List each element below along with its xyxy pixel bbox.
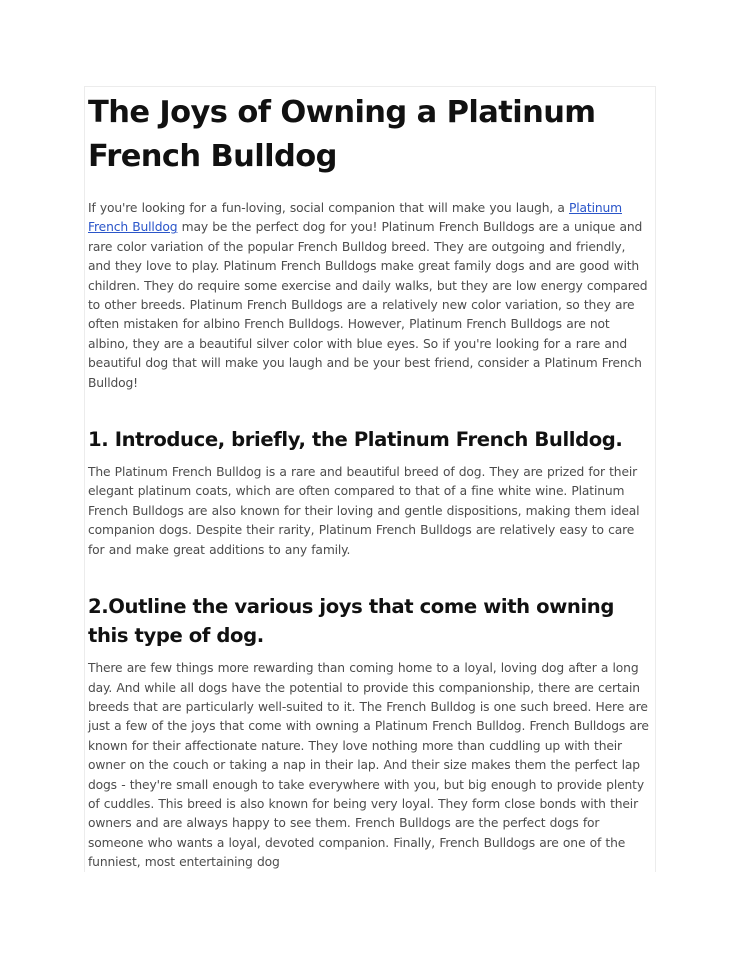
intro-paragraph [88,199,649,393]
section-heading-2: 2.Outline the various joys that come with owning this type of dog. [88,595,614,648]
intro-text-rest: may be the perfect dog for you! Platinum French Bulldogs are a unique and rare color variation of the popular French Bulldog breed. They are outgoing and friendly, and they love to play. Platinum French Bulldogs make great family dogs and are good with children. They do require some exercise and daily walks, but they are low energy compared to other breeds. Platinum French Bulldogs are a relatively new color variation, so they are often mistaken for albino French Bulldogs. However, Platinum French Bulldogs are not albino, they are a beautiful silver color with blue eyes. So if you're looking for a rare and beautiful dog that will make you laugh and be your best friend, consider a Platinum French Bulldog! [88,220,648,390]
section-paragraph-2: There are few things more rewarding than coming home to a loyal, loving dog after a long day. And while all dogs have the potential to provide this companionship, there are certain breeds that are particularly well-suited to it. The French Bulldog is one such breed. Here are just a few of the joys that come with owning a Platinum French Bulldog. French Bulldogs are known for their affectionate nature. They love nothing more than cuddling up with their owner on the couch or taking a nap in their lap. And their size makes them the perfect lap dogs - they're small enough to take everywhere with you, but big enough to provide plenty of cuddles. This breed is also known for being very loyal. They form close bonds with their owners and are always happy to see them. French Bulldogs are the perfect dogs for someone who wants a loyal, devoted companion. Finally, French Bulldogs are one of the funniest, most entertaining dog [88,661,649,870]
section-paragraph-1: The Platinum French Bulldog is a rare and beautiful breed of dog. They are prized for their elegant platinum coats, which are often compared to that of a fine white wine. Platinum French Bulldogs are also known for their loving and gentle dispositions, making them ideal companion dogs. Despite their rarity, Platinum French Bulldogs are relatively easy to care for and make great additions to any family. [88,465,640,557]
article-title: The Joys of Owning a Platinum French Bulldog [88,95,596,174]
section-heading-1: 1. Introduce, briefly, the Platinum French Bulldog. [88,428,623,452]
platinum-french-bulldog-link[interactable]: Platinum French Bulldog [88,201,622,235]
intro-text-start: If you're looking for a fun-loving, social companion that will make you laugh, a [88,201,570,215]
document-page [84,86,656,872]
